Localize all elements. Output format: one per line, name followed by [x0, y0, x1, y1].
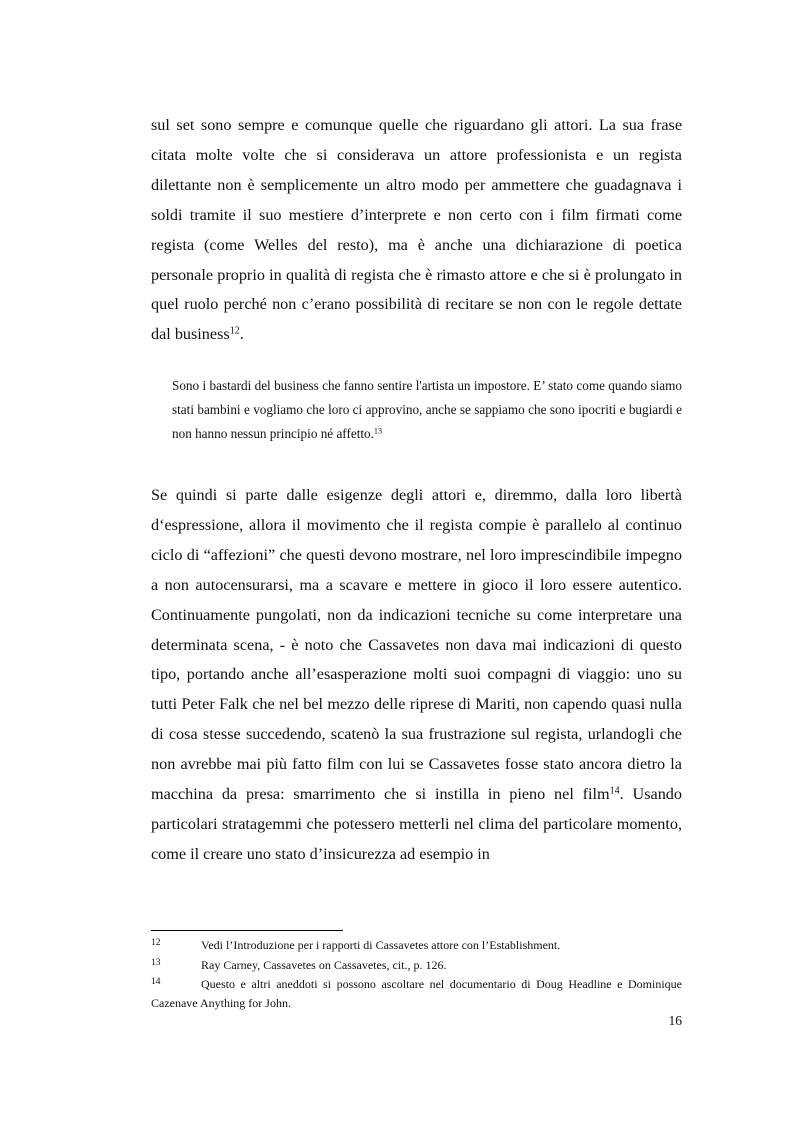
- paragraph-1-text: sul set sono sempre e comunque quelle che riguardano gli attori. La sua frase citata molte volte che si considerava un attore professionista e un regista dilettante non è semplicemente un altro modo per ammettere che guadagnava i soldi tramite il suo mestiere d’interprete e non certo con i film firmati come regista (come Welles del resto), ma è anche una dichiarazione di poetica personale proprio in qualità di regista che è rimasto attore e che si è prolungato in quel ruolo perché non c’erano possibilità di recitare se non con le regole dettate dal business: [151, 116, 682, 344]
- quote-text: Sono i bastardi del business che fanno sentire l'artista un impostore. E’ stato come quando siamo stati bambini e vogliamo che loro ci approvino, anche se sappiamo che sono ipocriti e bugiardi e non hanno nessun principio né affetto.: [172, 378, 682, 442]
- footnote-number: 13: [151, 957, 161, 968]
- footnote-ref-14: 14: [609, 785, 620, 797]
- footnote-number: 12: [151, 938, 161, 948]
- block-quote: [172, 374, 682, 447]
- paragraph-2-text-before: Se quindi si parte dalle esigenze degli attori e, diremmo, dalla loro libertà d‘espressione, allora il movimento che il regista compie è parallelo al continuo ciclo di “affezioni” che questi devono mostrare, nel loro imprescindibile impegno a non autocensurarsi, ma a scavare e mettere in gioco il loro essere autentico. Continuamente pungolati, non da indicazioni tecniche su come interpretare una determinata scena, - è noto che Cassavetes non dava mai indicazioni di questo tipo, portando anche all’esasperazione molti suoi compagni di viaggio: uno su tutti Peter Falk che nel bel mezzo delle riprese di Mariti, non capendo quasi nulla di cosa stesse succedendo, scatenò la sua frustrazione sul regista, urlandogli che non avrebbe mai più fatto film con lui se Cassavetes fosse stato ancora dietro la macchina da presa: smarrimento che si instilla in pieno nel film: [151, 486, 682, 804]
- footnote-number: 14: [151, 977, 161, 987]
- footnote-ref-12: 12: [229, 325, 240, 337]
- body-paragraph-1: [151, 111, 682, 350]
- paragraph-2-text-after: . Usando particolari stratagemmi che potessero metterli nel clima del particolare momento, come il creare uno stato d’insicurezza ad esempio in: [151, 785, 682, 863]
- footnote-ref-13: 13: [373, 426, 383, 436]
- footnote-divider: [151, 930, 343, 931]
- page-number: 16: [668, 1013, 682, 1028]
- footnote-text: Ray Carney, Cassavetes on Cassavetes, cit., p. 126.: [201, 957, 447, 972]
- paragraph-1-end: .: [239, 325, 244, 344]
- footnote-text: Vedi l’Introduzione per i rapporti di Cassavetes attore con l’Establishment.: [201, 938, 561, 952]
- footnote-12: [151, 937, 682, 956]
- footnote-text: Questo e altri aneddoti si possono ascoltare nel documentario di Doug Headline e Dominique Cazenave Anything for John.: [151, 977, 682, 1010]
- document-page: [151, 0, 682, 1123]
- footnotes: [151, 937, 682, 1012]
- body-paragraph-2: [151, 481, 682, 870]
- footnote-14: [151, 976, 682, 1011]
- footnote-13: [151, 957, 682, 976]
